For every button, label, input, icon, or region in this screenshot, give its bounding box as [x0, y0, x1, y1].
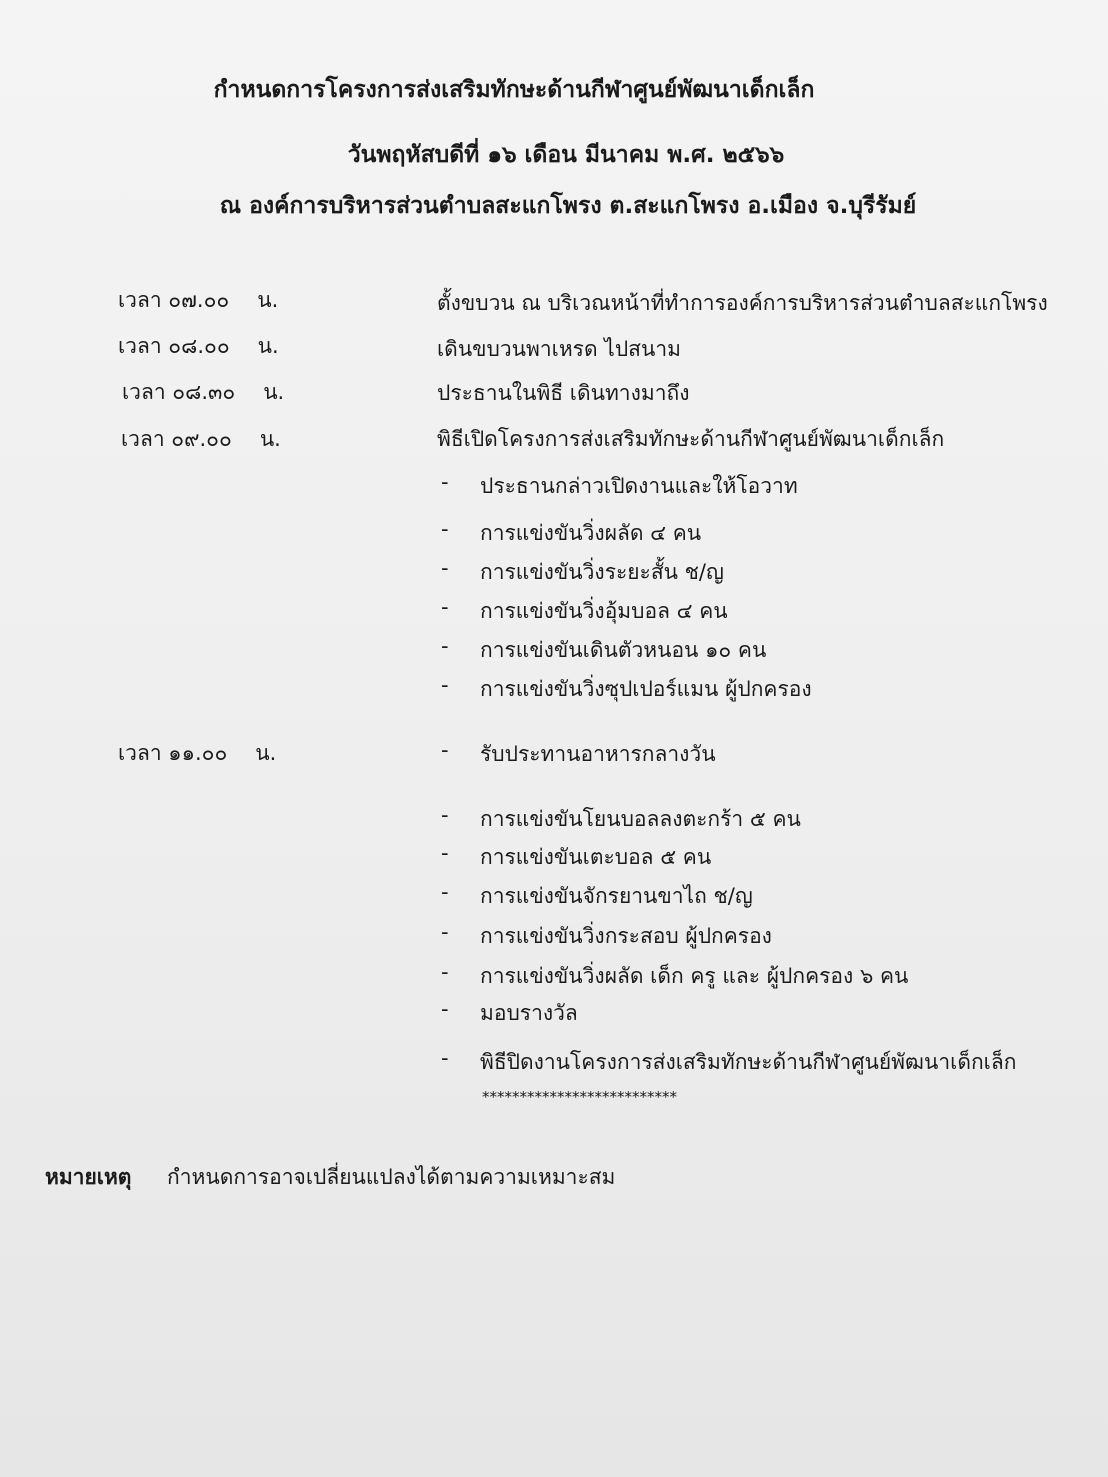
morning-item-5: การแข่งขันเดินตัวหนอน ๑๐ คน [480, 638, 767, 662]
noon-item: รับประทานอาหารกลางวัน [480, 742, 716, 766]
time-unit: น. [259, 427, 281, 451]
bullet-dash: - [441, 556, 449, 580]
morning-item-2: การแข่งขันวิ่งผลัด ๔ คน [480, 521, 702, 545]
activity-2: เดินขบวนพาเหรด ไปสนาม [437, 337, 681, 361]
bullet-dash: - [441, 997, 449, 1021]
activity-3: ประธานในพิธี เดินทางมาถึง [437, 381, 690, 405]
bullet-dash: - [441, 595, 449, 619]
time-row-1 [118, 284, 278, 317]
schedule-title: กำหนดการโครงการส่งเสริมทักษะด้านกีฬาศูนย์พัฒนาเด็กเล็ก [213, 77, 815, 103]
bullet-dash: - [441, 470, 449, 494]
afternoon-item-1: การแข่งขันโยนบอลลงตะกร้า ๕ คน [480, 807, 801, 831]
bullet-dash: - [441, 803, 449, 827]
bullet-dash: - [441, 738, 449, 762]
time-row-5 [118, 737, 276, 770]
morning-item-3: การแข่งขันวิ่งระยะสั้น ช/ญ [480, 560, 724, 584]
afternoon-item-7: พิธีปิดงานโครงการส่งเสริมทักษะด้านกีฬาศูนย์พัฒนาเด็กเล็ก [480, 1050, 1017, 1074]
morning-item-6: การแข่งขันวิ่งซุปเปอร์แมน ผู้ปกครอง [480, 677, 812, 701]
time-label: เวลา ๑๑.๐๐ [118, 741, 228, 765]
time-unit: น. [257, 288, 279, 312]
separator-stars: ************************** [482, 1088, 677, 1106]
activity-4: พิธีเปิดโครงการส่งเสริมทักษะด้านกีฬาศูนย์พัฒนาเด็กเล็ก [437, 427, 945, 451]
time-row-2 [118, 330, 279, 363]
bullet-dash: - [441, 634, 449, 658]
bullet-dash: - [441, 880, 449, 904]
bullet-dash: - [441, 920, 449, 944]
afternoon-item-3: การแข่งขันจักรยานขาไถ ช/ญ [480, 884, 753, 908]
note-text: กำหนดการอาจเปลี่ยนแปลงได้ตามความเหมาะสม [167, 1165, 616, 1189]
time-unit: น. [263, 380, 285, 404]
bullet-dash: - [441, 960, 449, 984]
event-date: วันพฤหัสบดีที่ ๑๖ เดือน มีนาคม พ.ศ. ๒๕๖๖ [347, 142, 785, 168]
afternoon-item-5: การแข่งขันวิ่งผลัด เด็ก ครู และ ผู้ปกครอง ๖ คน [480, 964, 909, 988]
time-row-4 [121, 423, 281, 456]
bullet-dash: - [441, 673, 449, 697]
time-label: เวลา ๐๗.๐๐ [118, 288, 230, 312]
bullet-dash: - [441, 841, 449, 865]
bullet-dash: - [441, 1046, 449, 1070]
time-label: เวลา ๐๘.๐๐ [118, 334, 230, 358]
afternoon-item-2: การแข่งขันเตะบอล ๕ คน [480, 845, 712, 869]
bullet-dash: - [441, 517, 449, 541]
note-label: หมายเหตุ [45, 1165, 132, 1189]
time-label: เวลา ๐๘.๓๐ [122, 380, 236, 404]
afternoon-item-4: การแข่งขันวิ่งกระสอบ ผู้ปกครอง [480, 924, 772, 948]
time-row-3 [122, 376, 284, 409]
activity-1: ตั้งขบวน ณ บริเวณหน้าที่ทำการองค์การบริหารส่วนตำบลสะแกโพรง [437, 291, 1048, 315]
afternoon-item-6: มอบรางวัล [480, 1001, 578, 1025]
morning-item-1: ประธานกล่าวเปิดงานและให้โอวาท [480, 474, 798, 498]
event-location: ณ องค์การบริหารส่วนตำบลสะแกโพรง ต.สะแกโพรง อ.เมือง จ.บุรีรัมย์ [219, 193, 917, 219]
time-label: เวลา ๐๙.๐๐ [121, 427, 232, 451]
morning-item-4: การแข่งขันวิ่งอุ้มบอล ๔ คน [480, 599, 728, 623]
time-unit: น. [255, 741, 277, 765]
time-unit: น. [257, 334, 279, 358]
